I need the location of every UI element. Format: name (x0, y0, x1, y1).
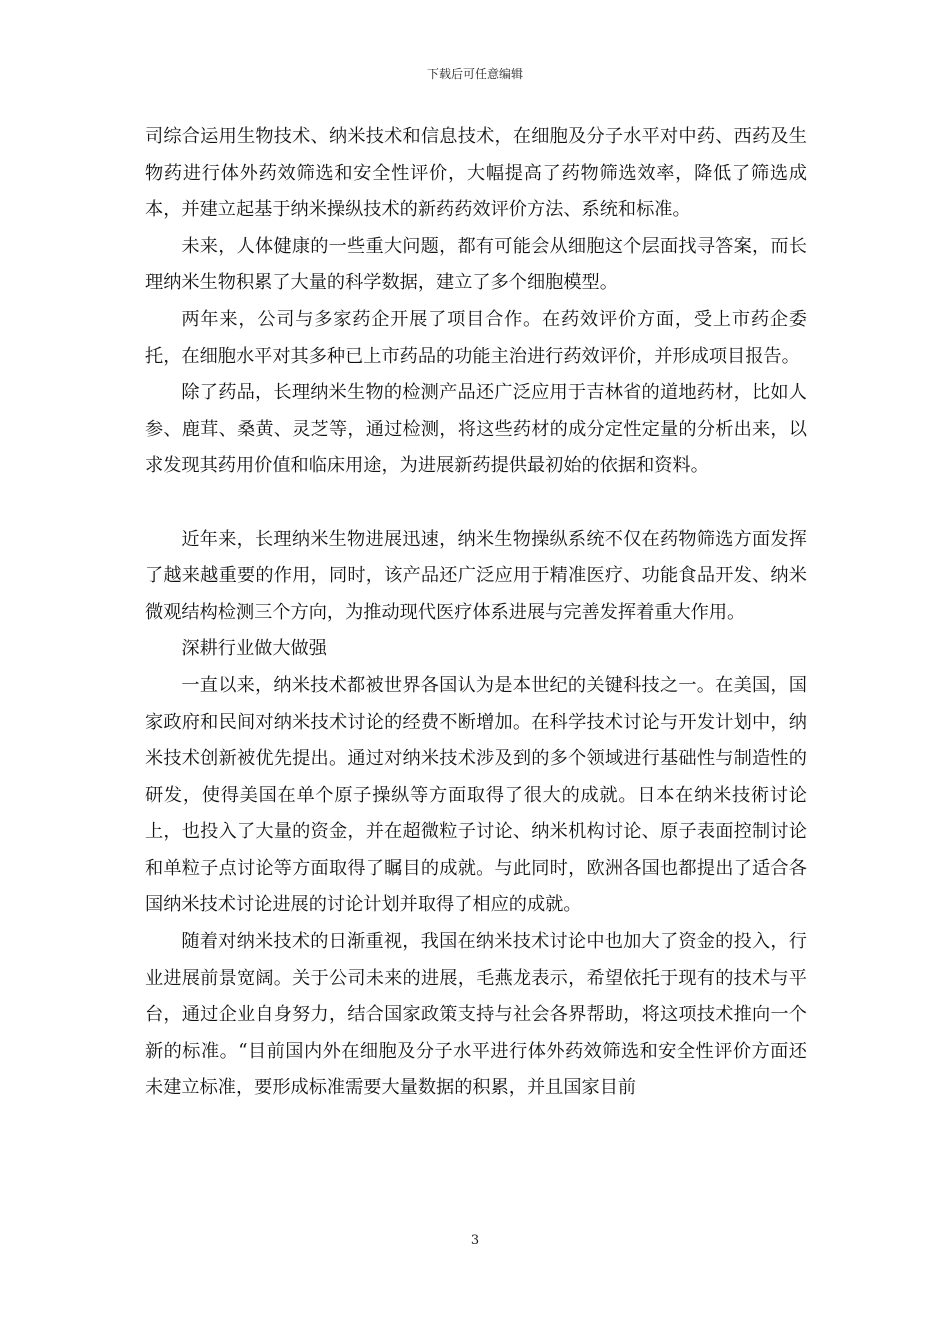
page-number: 3 (470, 1233, 480, 1248)
paragraph-pharma-cooperation: 两年来，公司与多家药企开展了项目合作。在药效评价方面，受上市药企委托，在细胞水平对其多种已上市药品的功能主治进行药效评价，并形成项目报告。 (145, 308, 807, 367)
paragraph-china-nanotech: 随着对纳米技术的日渐重视，我国在纳米技术讨论中也加大了资金的投入，行业进展前景宽阔。关于公司未来的进展，毛燕龙表示，希望依托于现有的技术与平台，通过企业自身努力，结合国家政策支持与社会各界帮助，将这项技术推向一个新的标准。“目前国内外在细胞及分子水平进行体外药效筛选和安全性评价方面还未建立标准，要形成标准需要大量数据的积累，并且国家目前 (145, 931, 807, 1099)
body-text (145, 119, 807, 1107)
paragraph-rapid-development: 近年来，长理纳米生物进展迅速，纳米生物操纵系统不仅在药物筛选方面发挥了越来越重要的作用，同时，该产品还广泛应用于精准医疗、功能食品开发、纳米微观结构检测三个方向，为推动现代医疗体系进展与完善发挥着重大作用。 (145, 528, 807, 623)
paragraph-herbal-testing: 除了药品，长理纳米生物的检测产品还广泛应用于吉林省的道地药材，比如人参、鹿茸、桑黄、灵芝等，通过检测，将这些药材的成分定性定量的分析出来，以求发现其药用价值和临床用途，为进展新药提供最初始的依据和资料。 (145, 382, 807, 477)
page-header: 下载后可任意编辑 (426, 67, 523, 81)
paragraph-world-nanotech: 一直以来，纳米技术都被世界各国认为是本世纪的关键科技之一。在美国，国家政府和民间对纳米技术讨论的经费不断增加。在科学技术讨论与开发计划中，纳米技术创新被优先提出。通过对纳米技术涉及到的多个领域进行基础性与制造性的研发，使得美国在单个原子操纵等方面取得了很大的成就。日本在纳米技術讨论上，也投入了大量的资金，并在超微粒子讨论、纳米机构讨论、原子表面控制讨论和单粒子点讨论等方面取得了瞩目的成就。与此同时，欧洲各国也都提出了适合各国纳米技术讨论进展的讨论计划并取得了相应的成就。 (145, 674, 807, 916)
paragraph-future-health: 未来，人体健康的一些重大问题，都有可能会从细胞这个层面找寻答案，而长理纳米生物积累了大量的科学数据，建立了多个细胞模型。 (145, 235, 807, 294)
section-heading: 深耕行业做大做强 (181, 638, 327, 660)
paragraph-continuation: 司综合运用生物技术、纳米技术和信息技术，在细胞及分子水平对中药、西药及生物药进行体外药效筛选和安全性评价，大幅提高了药物筛选效率，降低了筛选成本，并建立起基于纳米操纵技术的新药药效评价方法、系统和标准。 (145, 126, 807, 221)
